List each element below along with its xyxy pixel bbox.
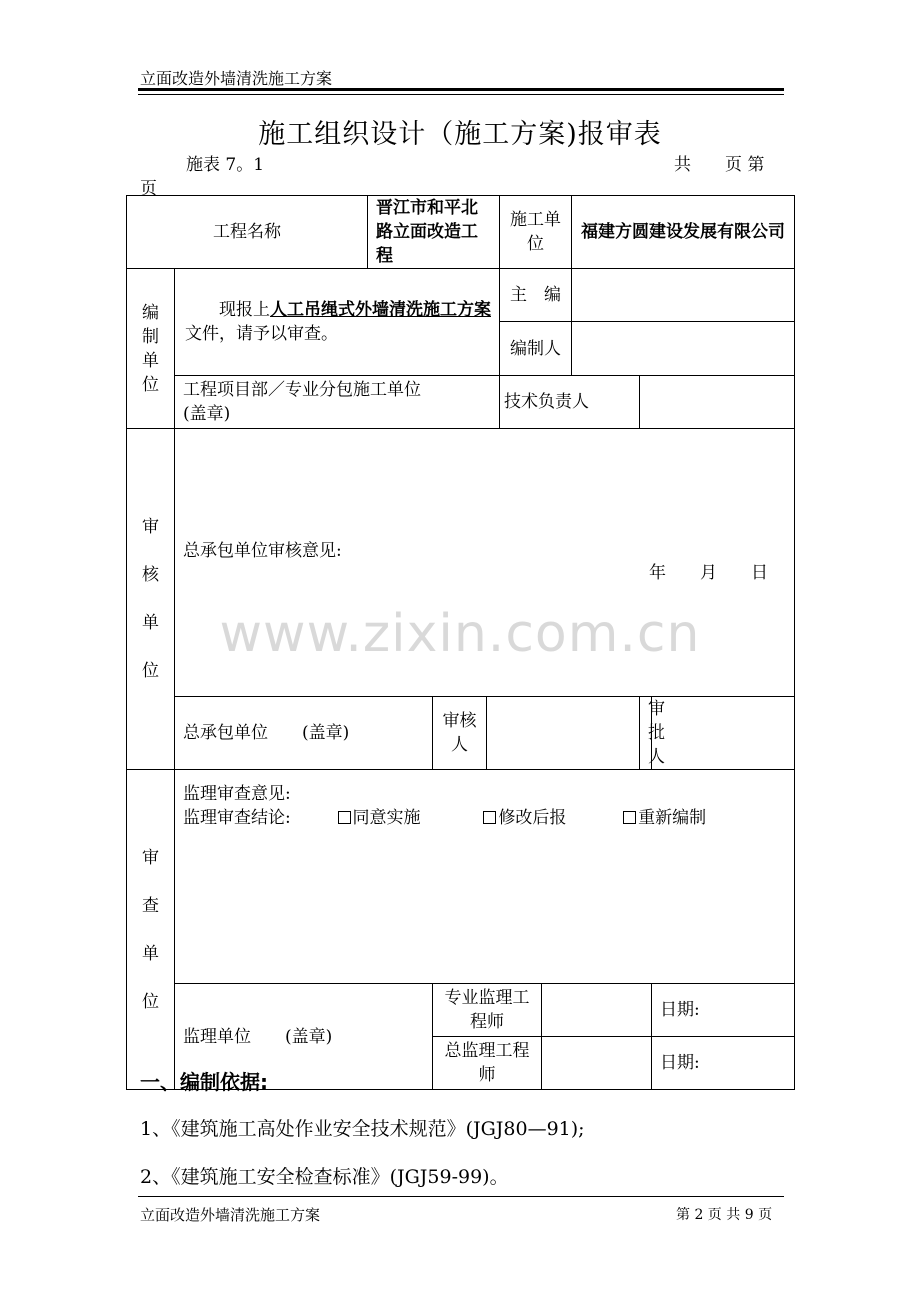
chief-editor-field[interactable]	[572, 269, 795, 322]
checkbox-icon	[623, 811, 636, 824]
approver-field[interactable]	[652, 697, 795, 770]
page-reference-continued: 页	[140, 179, 157, 199]
reviewer-field[interactable]	[487, 697, 640, 770]
running-header: 立面改造外墙清洗施工方案	[140, 69, 333, 88]
option-revise-checkbox[interactable]: 修改后报	[483, 808, 566, 828]
checkbox-icon	[483, 811, 496, 824]
watermark: www.zixin.com.cn	[219, 604, 701, 664]
sup-unit-label: 监理单位 (盖章)	[175, 984, 433, 1090]
header-rule-thick	[138, 88, 784, 91]
project-name-label: 工程名称	[127, 196, 368, 269]
option-redo-checkbox[interactable]: 重新编制	[623, 808, 706, 828]
approver-label: 审批人	[640, 697, 652, 770]
tech-lead-label: 技术负责人	[500, 376, 640, 429]
option-approve-checkbox[interactable]: 同意实施	[338, 808, 421, 828]
section-heading: 一、编制依据:	[140, 1070, 268, 1094]
form-title: 施工组织设计（施工方案)报审表	[258, 119, 662, 150]
project-dept-label: 工程项目部／专业分包施工单位 (盖章)	[175, 376, 500, 429]
sup-conclusion-row	[183, 806, 786, 830]
chief-supervisor-label: 总监理工程师	[433, 1037, 542, 1090]
sup-opinion-cell[interactable]	[175, 770, 795, 984]
basis-item: 2、《建筑施工安全检查标准》(JGJ59-99)。	[140, 1166, 509, 1188]
sup-opinion-label: 监理审查意见:	[183, 784, 291, 804]
gc-opinion-label: 总承包单位审核意见:	[183, 540, 342, 561]
inspect-unit-label: 审 查 单 位	[127, 770, 175, 1090]
prep-unit-label: 编 制 单 位	[127, 269, 175, 429]
gc-unit-label: 总承包单位 (盖章)	[175, 697, 433, 770]
chief-date-label: 日期:	[652, 1037, 795, 1090]
page-reference: 共 页 第	[674, 155, 765, 175]
form-number: 施表 7。1	[186, 155, 265, 175]
review-unit-label: 审 核 单 位	[127, 429, 175, 770]
footer-rule	[138, 1196, 784, 1197]
submission-statement: 现报上人工吊绳式外墙清洗施工方案文件，请予以审查。	[175, 269, 500, 376]
sup-conclusion-label: 监理审查结论:	[183, 808, 291, 828]
constructor-value: 福建方圆建设发展有限公司	[572, 196, 795, 269]
constructor-label: 施工单位	[500, 196, 572, 269]
submitted-document: 人工吊绳式外墙清洗施工方案	[270, 300, 491, 320]
basis-item: 1、《建筑施工高处作业安全技术规范》(JGJ80—91);	[140, 1118, 585, 1140]
gc-date-label: 年 月 日	[649, 563, 769, 583]
tech-lead-field[interactable]	[640, 376, 795, 429]
page-number: 第 2 页 共 9 页	[676, 1207, 773, 1223]
checkbox-icon	[338, 811, 351, 824]
preparer-label: 编制人	[500, 322, 572, 376]
preparer-field[interactable]	[572, 322, 795, 376]
specialist-date-label: 日期:	[652, 984, 795, 1037]
project-name-value: 晋江市和平北路立面改造工程	[368, 196, 500, 269]
running-footer: 立面改造外墙清洗施工方案	[140, 1206, 321, 1224]
specialist-engineer-label: 专业监理工程师	[433, 984, 542, 1037]
chief-supervisor-field[interactable]	[542, 1037, 652, 1090]
specialist-engineer-field[interactable]	[542, 984, 652, 1037]
reviewer-label: 审核人	[433, 697, 487, 770]
chief-editor-label: 主 编	[500, 269, 572, 322]
header-rule-thin	[138, 94, 784, 95]
